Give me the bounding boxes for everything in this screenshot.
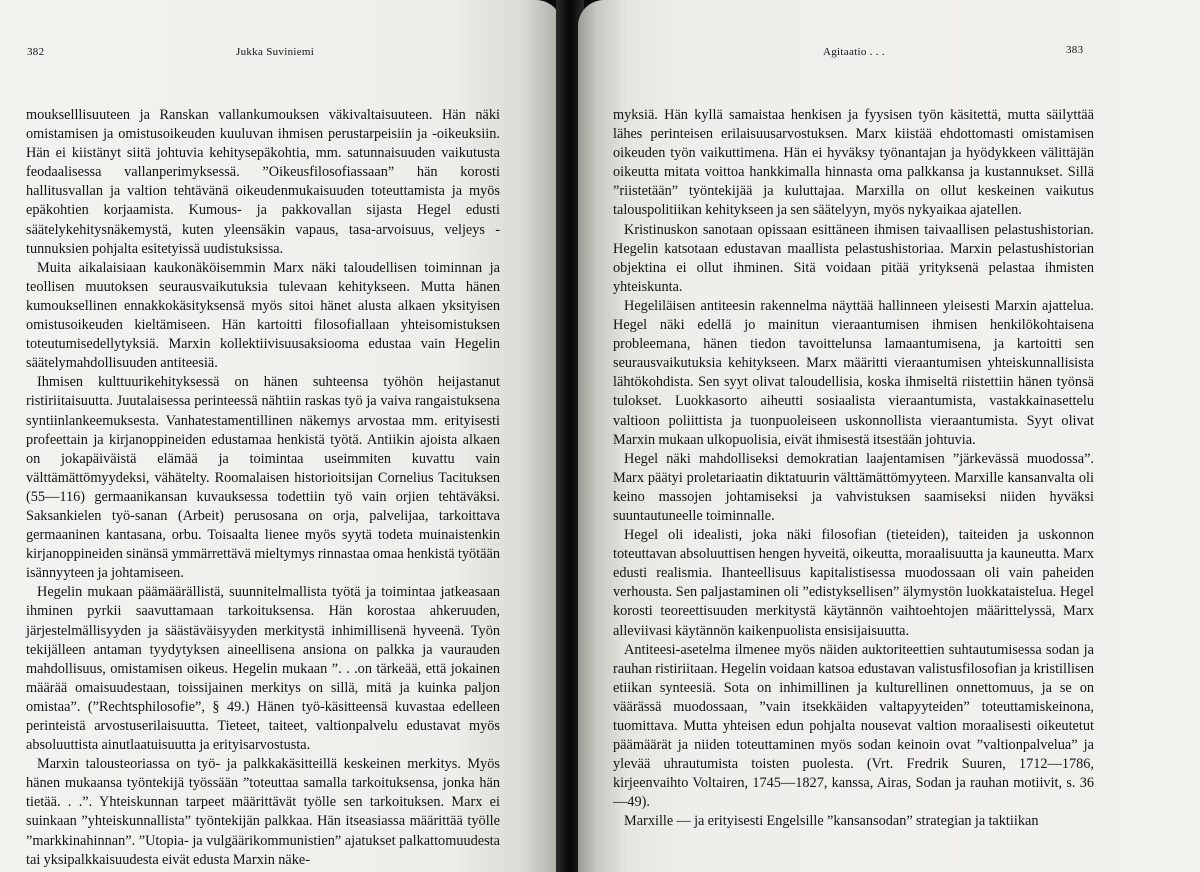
paragraph: moukselllisuuteen ja Ranskan vallankumouksen väkivaltaisuuteen. Hän näki omistamisen ja omistusoikeuden kuuluvan ihmisen perustarpeisiin ja -oikeuksiin. Hän ei kiistänyt siitä johtuvia kehitysepäkohtia, mm. satunnaisuuden vaikutusta feodaalisessa vallanperimyksessä. ”Oikeusfilosofiassaan” hän korosti hallitusvallan ja valtion tehtävänä oikeudenmukaisuuden toteuttamista ja myös epäkohtien korjaamista. Kumous- ja pakkovallan sijasta Hegel edusti säätelykehitysnäkemystä, kuten yleensäkin vapaus, tasa-arvoisuus, veljeys -tunnuksien pohjalta esitetyissä uudistuksissa. bbox=[26, 107, 500, 257]
paragraph: Antiteesi-asetelma ilmenee myös näiden auktoriteettien suhtautumisessa sodan ja rauhan ristiriitaan. Hegelin voidaan katsoa edustavan valistusfilosofian ja kristillisen etiikan synteesiä. Sota on inhimillinen ja kulturellinen onnettomuus, ja se on väärässä muodossaan, ”vain itsekkäiden valtapyyteiden” toteuttamiskeinona, tuomittava. Mutta yhteisen edun pohjalta nousevat valtion moraalisesti oikeutetut päämäärät ja niiden toteuttaminen myös sodan keinoin ovat ”valtionpalvelua” ja ylevää uhrautumista toisten puolesta. (Vrt. Fredrik Suuren, 1712—1786, kirjeenvaihto Voltairen, 1745—1827, kanssa, Airas, Sodan ja rauhan motiivit, s. 36—49). bbox=[613, 641, 1094, 811]
paragraph: Marxille — ja erityisesti Engelsille ”kansansodan” strategian ja taktiikan bbox=[624, 813, 1039, 830]
paragraph: Ihmisen kulttuurikehityksessä on hänen suhteensa työhön heijastanut ristiriitaisuutta. Juutalaisessa perinteessä nähtiin raskas työ ja vaiva rangaistuksena syntiinlankeemuksesta. Vanhatestamentillinen näkemys arvostaa mm. erityisesti profeettain ja kirjanoppineiden edustamaa henkistä työtä. Antiikin ajoista alkaen on jokapäiväistä elämää ja toimintaa useimmiten kuvattu vain välttämättömyydeksi, vähätelty. Roomalaisen historioitsijan Cornelius Tacituksen (55—116) germaanikansan kuvauksessa todettiin työ vain orjien tehtäväksi. Saksankielen työ-sanan (Arbeit) perusosana on orja, palvelijaa, tarkoittava germaaninen kantasana, orbu. Toisaalta lienee myös syytä todeta muinaistenkin kirjanoppineiden sinänsä ymmärrettävä mieltymys rinnastaa omaa henkistä työtään isännyyteen ja johtamiseen. bbox=[26, 374, 500, 582]
paragraph: myksiä. Hän kyllä samaistaa henkisen ja fyysisen työn käsitettä, mutta säilyttää lähes perinteisen erilaisuusarvostuksen. Marx kiistää ehdottomasti omistamisen oikeuden työn vaikuttimena. Hän ei hyväksy työnantajan ja hyödykkeen välittäjän oikeutta mitata voittoa hankkimalla hinnasta oma palkkansa ja kustannukset. Sillä ”riistetään” työntekijää ja kuluttajaa. Marxilla on ollut keskeinen vaikutus talouspolitiikan kehitykseen ja sen säätelyyn, myös nykyaikaa ajatellen. bbox=[613, 107, 1094, 219]
page-number-right: 383 bbox=[1066, 44, 1084, 56]
right-page-body bbox=[613, 106, 1094, 832]
page-number-left: 382 bbox=[27, 46, 45, 58]
right-page bbox=[578, 0, 1200, 872]
running-head-right: Agitaatio . . . bbox=[823, 46, 885, 58]
paragraph: Kristinuskon sanotaan opissaan esittäneen ihmisen taivaallisen pelastushistorian. Hegelin katsotaan edustavan maallista pelastushistoriaa. Marxin pelastushistorian objektina ei ollut ihminen. Sitä voidaan pitää yrityksenä pelastaa ihmisten yhteiskunta. bbox=[613, 221, 1094, 295]
paragraph: Marxin talousteoriassa on työ- ja palkkakäsitteillä keskeinen merkitys. Myös hänen mukaansa työntekijä työssään ”toteuttaa samalla tarkoituksensa, jonka hän tietää. . .”. Yhteiskunnan tarpeet määrittävät työlle sen tarkoituksen. Marx ei suinkaan ”yhteiskunnallista” työntekijän palkkaa. Hän itseasiassa määrittää työlle ”markkinahinnan”. ”Utopia- ja vulgäärikommunistien” ajatukset palkattomuudesta tai yksipalkkaisuudesta eivät edusta Marxin näke- bbox=[26, 756, 500, 868]
paragraph: Hegelin mukaan päämäärällistä, suunnitelmallista työtä ja toimintaa jatkeasaan ihminen pyrkii saavuttamaan tarkoituksensa. Hän korostaa ahkeruuden, järjestelmällisyyden ja säästäväisyyden merkitystä inhimillisenä hyveenä. Työn tekijälleen antaman tyydytyksen aineellisena ansiona on palkka ja vaurauden mahdollisuus, omistamisen oikeus. Hegelin mukaan ”. . .on tärkeää, että jokainen määrää omaisuudestaan, toissijainen merkitys on sillä, mitä ja kuinka paljon omistaa”. (”Rechtsphilosofie”, § 49.) Hänen työ-käsitteensä kuvastaa edelleen perinteistä arvostuserilaisuutta. Tieteet, taiteet, valtionpalvelu edustavat myös absoluuttista ainutlaatuisuutta ja erityisarvostusta. bbox=[26, 584, 500, 754]
left-page bbox=[0, 0, 562, 872]
left-page-body bbox=[26, 106, 500, 870]
paragraph: Hegel oli idealisti, joka näki filosofian (tieteiden), taiteiden ja uskonnon toteuttavan absoluuttisen hengen hyveitä, oikeutta, moraalisuutta ja kauneutta. Marx edusti realismia. Ihanteellisuus kapitalistisessa muodossaan oli vain paheiden verhousta. Sen paljastaminen oli ”edistyksellisen” älymystön luokkataistelua. Hegel korosti teoreettisuuden merkitystä käytännön vaihtoehtojen määrittelyssä, Marx alleviivasi käytännön kaikenpuolista ensisijaisuutta. bbox=[613, 527, 1094, 639]
paragraph: Hegel näki mahdolliseksi demokratian laajentamisen ”järkevässä muodossa”. Marx päätyi proletariaatin diktatuurin välttämättömyyteen. Marxille kansanvalta oli keino massojen johtamiseksi ja vahvistuksen saamiseksi niiden hyväksi suuntautuneelle toiminnalle. bbox=[613, 450, 1094, 524]
paragraph: Hegeliläisen antiteesin rakennelma näyttää hallinneen yleisesti Marxin ajattelua. Hegel näki edellä jo mainitun vieraantumisen ihmisen henkilökohtaisena probleemana, hänen tiedon tavoittelunsa lamaantumisena, ja kartoitti sen seurausvaikutuksia kehitykseen. Marx määritti vieraantumisen yhteiskunnallisista lähtökohdista. Sen syyt olivat taloudellisia, koska ihmiseltä riistettiin hänen työnsä tulokset. Luokkasorto aiheutti sosiaalista vieraantumista, vastakkainasettelu valtioon poliittista ja tuonpuoleiseen uskonnollista vieraantumista. Syyt olivat Marxin mukaan ulkopuolisia, eivät ihmisestä itsestään johtuvia. bbox=[613, 297, 1094, 448]
paragraph: Muita aikalaisiaan kaukonäköisemmin Marx näki taloudellisen toiminnan ja teollisen muutoksen seurausvaikutuksia tulevaan kehitykseen. Mutta hänen kumouksellinen ennakkokäsityksensä myös sitoi hänet alusta alkaen yksityisen omistusoikeuden kieltämiseen. Hän kartoitti filosofiallaan yhteisomistuksen toteutumisedellytyksiä. Marxin kollektiivisuusaksiooma edustaa vain Hegelin säätelymahdollisuuden antiteesiä. bbox=[26, 259, 500, 372]
running-head-left: Jukka Suviniemi bbox=[236, 46, 315, 58]
